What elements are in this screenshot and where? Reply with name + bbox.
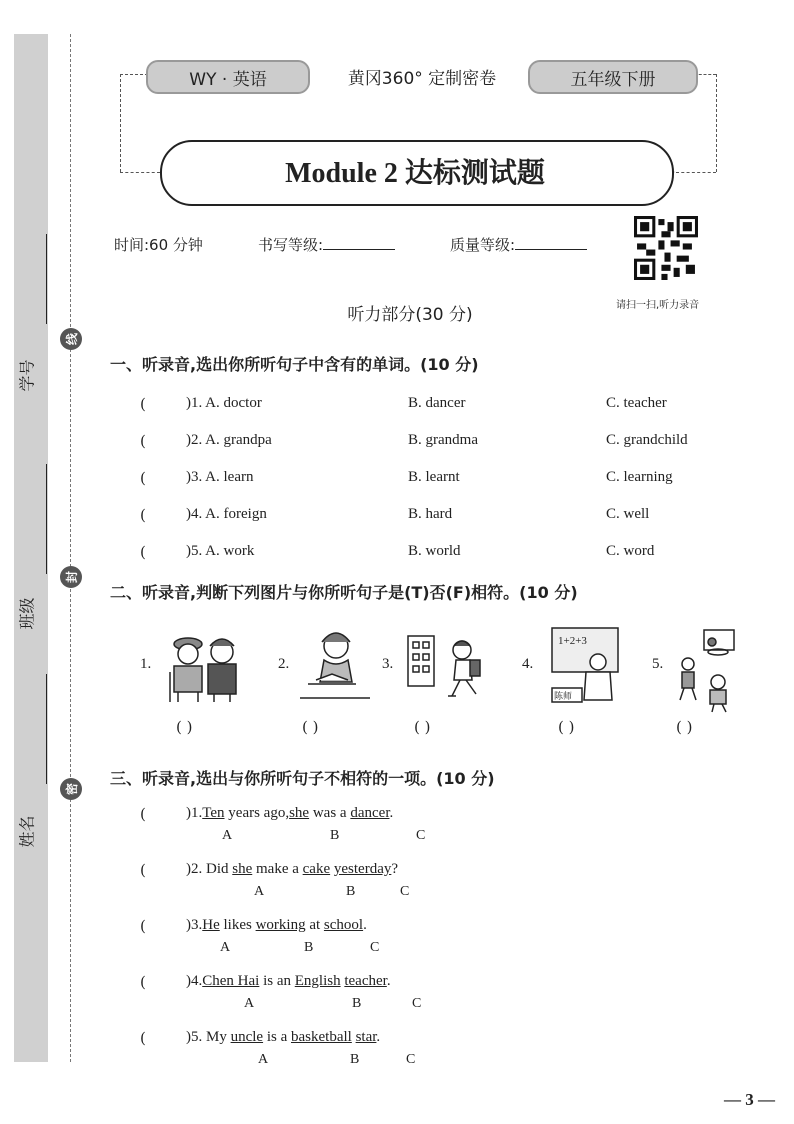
page-title: Module 2 达标测试题 [285, 158, 545, 189]
label-c: C [400, 884, 410, 899]
answer-paren[interactable]: ( [140, 861, 146, 879]
xuehao-label: 学号 [17, 359, 37, 392]
label-b: B [330, 828, 340, 843]
boys-basketball-picture-icon [670, 626, 740, 714]
part-c: teacher [344, 973, 387, 989]
seal-feng: 封 [60, 566, 82, 588]
number: )4. [186, 973, 203, 989]
section3-title: 三、听录音,选出与你所听句子不相符的一项。(10 分) [110, 769, 495, 788]
answer-paren[interactable]: ( [140, 543, 146, 561]
answer-paren[interactable]: ( [140, 805, 146, 823]
option-c: C. learning [606, 469, 673, 485]
label-a: A [244, 996, 255, 1011]
time-label: 时间:60 分钟 [114, 236, 203, 254]
part-b: basketball [291, 1029, 352, 1045]
quality-blank[interactable] [515, 249, 587, 250]
label-b: B [346, 884, 356, 899]
sentence-3 [186, 917, 367, 934]
sentence-2 [186, 861, 398, 878]
grandparents-picture-icon [162, 628, 250, 704]
seal-mi: 密 [60, 778, 82, 800]
label-a: A [222, 828, 233, 843]
answer-paren[interactable]: ( [140, 395, 146, 413]
quality-label: 质量等级: [450, 236, 516, 254]
text: years ago, [224, 805, 290, 821]
part-a: she [232, 861, 253, 877]
option-c: C. grandchild [606, 432, 688, 448]
quality-grade [450, 234, 587, 255]
girl-reading-picture-icon [296, 628, 376, 704]
part-a: Ten [202, 805, 225, 821]
option-c: C. word [606, 543, 655, 559]
option-a: )5. A. work [186, 543, 255, 559]
answer-paren[interactable]: ( ) [558, 718, 575, 736]
part-c: school [323, 917, 364, 933]
qr-caption: 请扫一扫,听力录音 [616, 300, 700, 311]
text: . [389, 805, 394, 821]
answer-paren[interactable]: ( [140, 917, 146, 935]
answer-paren[interactable]: ( [140, 432, 146, 450]
answer-paren[interactable]: ( [140, 1029, 146, 1047]
label-a: A [254, 884, 265, 899]
part-a: Chen Hai [202, 973, 260, 989]
answer-paren[interactable]: ( ) [176, 718, 193, 736]
option-b: B. world [408, 543, 461, 559]
board-text: 1+2+3 [558, 635, 587, 647]
grade-pill: 五年级下册 [528, 60, 698, 94]
header-dash [120, 172, 160, 173]
picture-number: 3. [382, 656, 394, 672]
binding-strip [14, 34, 48, 1062]
seal-xian: 线 [60, 328, 82, 350]
number: )1. [186, 805, 203, 821]
label-b: B [350, 1052, 360, 1067]
boy-going-to-school-picture-icon [404, 630, 494, 704]
section1-title: 一、听录音,选出你所听句子中含有的单词。(10 分) [110, 355, 479, 374]
option-b: B. learnt [408, 469, 460, 485]
header-dash [120, 74, 121, 172]
option-b: B. grandma [408, 432, 478, 448]
header-dash [120, 74, 148, 75]
label-c: C [370, 940, 380, 955]
sentence-5 [186, 1029, 380, 1046]
part-a: uncle [230, 1029, 264, 1045]
option-a: )1. A. doctor [186, 395, 262, 411]
part-b: English [294, 973, 341, 989]
desk-label: 陈师 [554, 692, 573, 702]
series-title: 黄冈360° 定制密卷 [347, 68, 497, 89]
text: . [386, 973, 391, 989]
picture-number: 4. [522, 656, 534, 672]
writing-blank[interactable] [323, 249, 395, 250]
label-c: C [416, 828, 426, 843]
xingming-label: 姓名 [17, 815, 37, 848]
option-b: B. dancer [408, 395, 466, 411]
number: )5. My [186, 1029, 231, 1045]
page-number: — 3 — [724, 1090, 775, 1109]
option-c: C. well [606, 506, 650, 522]
option-a: )4. A. foreign [186, 506, 267, 522]
answer-paren[interactable]: ( [140, 469, 146, 487]
option-c: C. teacher [606, 395, 667, 411]
number: )2. Did [186, 861, 233, 877]
part-c: star [355, 1029, 377, 1045]
xingming-line [46, 674, 47, 784]
banji-line [46, 464, 47, 574]
answer-paren[interactable]: ( [140, 973, 146, 991]
option-a: )3. A. learn [186, 469, 254, 485]
text: . [376, 1029, 381, 1045]
subject-pill: WY · 英语 [146, 60, 310, 94]
picture-number: 1. [140, 656, 152, 672]
text: is a [263, 1029, 291, 1045]
text: is an [259, 973, 295, 989]
xuehao-line [46, 234, 47, 324]
part-b: she [289, 805, 310, 821]
answer-paren[interactable]: ( ) [676, 718, 693, 736]
teacher-blackboard-picture-icon [548, 624, 622, 708]
answer-paren[interactable]: ( ) [414, 718, 431, 736]
banji-label: 班级 [17, 597, 37, 630]
part-b: working [255, 917, 306, 933]
label-a: A [220, 940, 231, 955]
option-b: B. hard [408, 506, 453, 522]
writing-grade [258, 234, 395, 255]
header-dash [676, 172, 716, 173]
writing-label: 书写等级: [258, 236, 324, 254]
sentence-1 [186, 805, 393, 822]
section2-title: 二、听录音,判断下列图片与你所听句子是(T)否(F)相符。(10 分) [110, 583, 578, 602]
part-c: yesterday [333, 861, 392, 877]
number: )3. [186, 917, 203, 933]
label-c: C [412, 996, 422, 1011]
answer-paren[interactable]: ( [140, 506, 146, 524]
label-c: C [406, 1052, 416, 1067]
option-a: )2. A. grandpa [186, 432, 272, 448]
answer-paren[interactable]: ( ) [302, 718, 319, 736]
part-a: He [202, 917, 220, 933]
text: was a [309, 805, 351, 821]
text: likes [219, 917, 256, 933]
part-c: dancer [350, 805, 390, 821]
listening-heading: 听力部分(30 分) [347, 305, 473, 325]
qr-code-icon[interactable] [634, 216, 698, 280]
text: at [305, 917, 324, 933]
sentence-4 [186, 973, 391, 990]
header-dash [716, 74, 717, 172]
text: make a [252, 861, 303, 877]
part-b: cake [302, 861, 331, 877]
picture-number: 2. [278, 656, 290, 672]
cut-line [70, 34, 71, 1062]
text: . [363, 917, 367, 933]
text: ? [391, 861, 399, 877]
label-b: B [304, 940, 314, 955]
picture-number: 5. [652, 656, 664, 672]
label-b: B [352, 996, 362, 1011]
label-a: A [258, 1052, 269, 1067]
